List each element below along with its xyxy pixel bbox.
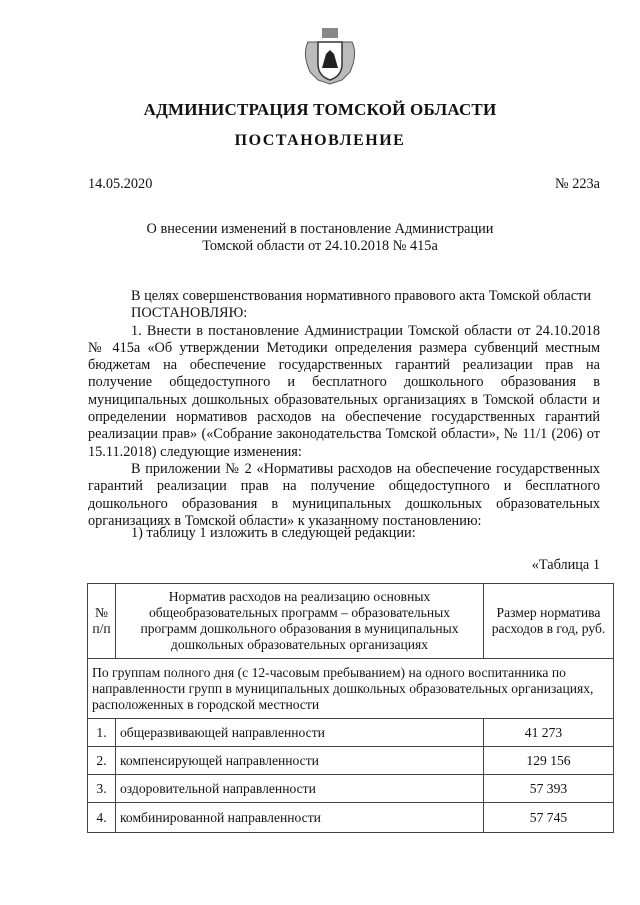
table-row (88, 719, 614, 747)
row-value: 57 745 (484, 803, 614, 833)
row-number: 4. (88, 803, 116, 833)
row-name: оздоровительной направленности (116, 775, 484, 803)
document-subject (0, 221, 640, 255)
table-group-row (88, 659, 614, 719)
row-name: компенсирующей направленности (116, 747, 484, 775)
row-name: комбинированной направленности (116, 803, 484, 833)
row-value: 129 156 (484, 747, 614, 775)
table-label: «Таблица 1 (531, 557, 600, 573)
row-number: 1. (88, 719, 116, 747)
group-cell: По группам полного дня (с 12-часовым пребыванием) на одного воспитанника по направленности групп в муниципальных дошкольных образовательных организациях, расположенных в городской местности (88, 659, 614, 719)
row-value: 41 273 (484, 719, 614, 747)
document-type: ПОСТАНОВЛЕНИЕ (234, 132, 406, 149)
paragraph: В приложении № 2 «Нормативы расходов на обеспечение государственных гарантий реализации прав на получение общедоступного и бесплатного дошкольного образования в муниципальных дошкольных образовательных организациях в Томской области» к указанному постановлению: (88, 460, 600, 529)
document-date: 14.05.2020 (88, 176, 153, 192)
coat-of-arms-emblem (298, 24, 362, 88)
header-cell: Норматив расходов на реализацию основных общеобразовательных программ – образовательных программ дошкольного образования в муниципальных дошкольных образовательных организациях (116, 584, 484, 659)
list-item: 1) таблицу 1 изложить в следующей редакции: (131, 525, 416, 541)
table-row (88, 775, 614, 803)
document-number: № 223а (554, 176, 600, 192)
row-number: 2. (88, 747, 116, 775)
document-body (88, 288, 600, 530)
table-row (88, 747, 614, 775)
norms-table (87, 583, 614, 833)
paragraph: 1. Внести в постановление Администрации Томской области от 24.10.2018 № 415а «Об утверждении Методики определения размера субвенций местным бюджетам на обеспечение государственных гарантий реализации прав на получение общедоступного и бесплатного дошкольного образования в муниципальных дошкольных образовательных организациях в Томской области и определении нормативов расходов на обеспечение государственных гарантий реализации прав» («Собрание законодательства Томской области», № 11/1 (206) от 15.11.2018) следующие изменения: (88, 322, 600, 460)
subject-line: Томской области от 24.10.2018 № 415а (202, 238, 438, 254)
paragraph-resolve: ПОСТАНОВЛЯЮ: (131, 305, 248, 322)
row-number: 3. (88, 775, 116, 803)
paragraph: В целях совершенствования нормативного правового акта Томской области (131, 288, 592, 304)
header-cell: № п/п (88, 584, 116, 659)
row-name: общеразвивающей направленности (116, 719, 484, 747)
table-header-row (88, 584, 614, 659)
row-value: 57 393 (484, 775, 614, 803)
table-row (88, 803, 614, 833)
subject-line: О внесении изменений в постановление Администрации (146, 221, 494, 237)
header-cell: Размер норматива расходов в год, руб. (484, 584, 614, 659)
organization-title: АДМИНИСТРАЦИЯ ТОМСКОЙ ОБЛАСТИ (143, 100, 497, 119)
